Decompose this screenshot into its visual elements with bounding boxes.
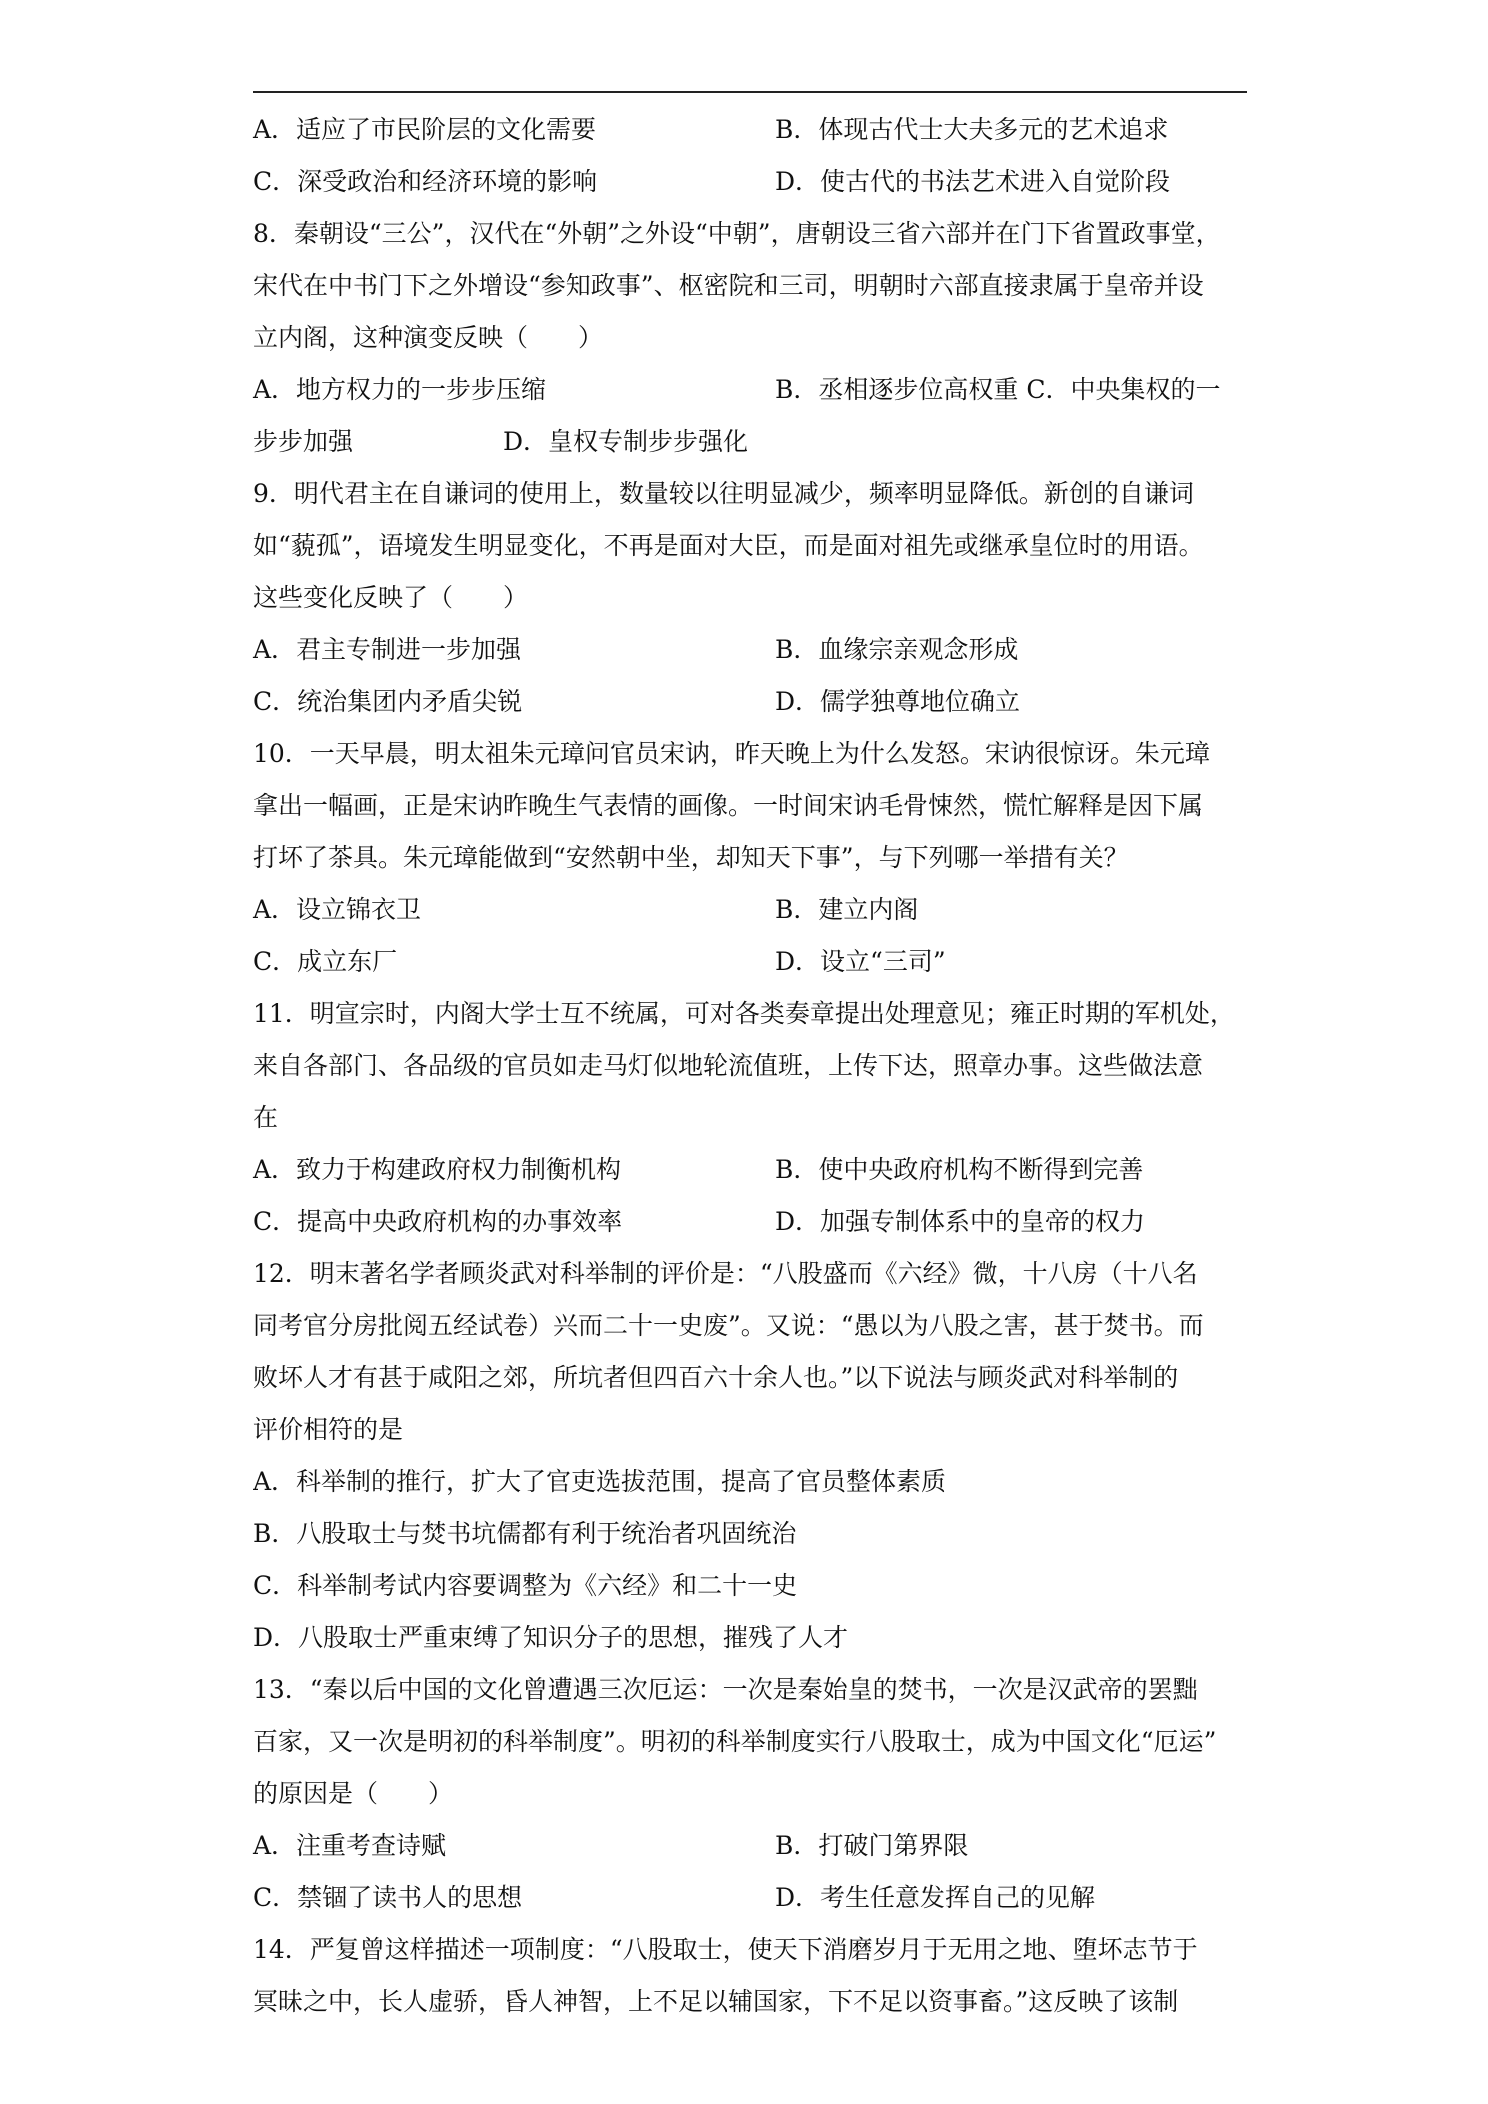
text-line: D．八股取士严重束缚了知识分子的思想，摧残了人才 <box>253 1623 849 1652</box>
text-line: C．科举制考试内容要调整为《六经》和二十一史 <box>253 1571 798 1600</box>
option-right: B．使中央政府机构不断得到完善 <box>775 1155 1144 1184</box>
option-left: A．君主专制进一步加强 <box>253 635 522 664</box>
option-row <box>253 676 1247 728</box>
text-line: 9．明代君主在自谦词的使用上，数量较以往明显减少，频率明显降低。新创的自谦词 <box>253 479 1194 508</box>
text-line: 百家，又一次是明初的科举制度”。明初的科举制度实行八股取士，成为中国文化“厄运” <box>253 1727 1217 1756</box>
text-line: 同考官分房批阅五经试卷）兴而二十一史废”。又说：“愚以为八股之害，甚于焚书。而 <box>253 1311 1204 1340</box>
option-left: C．成立东厂 <box>253 947 398 976</box>
option-right: B．丞相逐步位高权重 C．中央集权的一 <box>775 375 1221 404</box>
option-row <box>253 1196 1247 1248</box>
option-right: D．考生任意发挥自己的见解 <box>775 1883 1096 1912</box>
text-line: 立内阁，这种演变反映（ ） <box>253 323 604 352</box>
text-line: 这些变化反映了（ ） <box>253 583 529 612</box>
text-line: 在 <box>253 1103 279 1132</box>
option-row <box>253 936 1247 988</box>
text-line: 败坏人才有甚于咸阳之郊，所坑者但四百六十余人也。”以下说法与顾炎武对科举制的 <box>253 1363 1179 1392</box>
option-right: B．打破门第界限 <box>775 1831 969 1860</box>
option-row <box>253 364 1247 416</box>
option-left: C．深受政治和经济环境的影响 <box>253 167 598 196</box>
text-line: 冥昧之中，长人虚骄，昏人神智，上不足以辅国家，下不足以资事畜。”这反映了该制 <box>253 1987 1179 2016</box>
text-line: 拿出一幅画，正是宋讷昨晚生气表情的画像。一时间宋讷毛骨悚然，慌忙解释是因下属 <box>253 791 1204 820</box>
option-row <box>253 1144 1247 1196</box>
text-line: 的原因是（ ） <box>253 1779 454 1808</box>
text-line: A．科举制的推行，扩大了官吏选拔范围，提高了官员整体素质 <box>253 1467 947 1496</box>
option-left: A．致力于构建政府权力制衡机构 <box>253 1155 622 1184</box>
header-rule <box>253 91 1247 93</box>
option-right: B．血缘宗亲观念形成 <box>775 635 1019 664</box>
text-line: 14．严复曾这样描述一项制度：“八股取士，使天下消磨岁月于无用之地、堕坏志节于 <box>253 1935 1198 1964</box>
option-row <box>253 624 1247 676</box>
text-line: 评价相符的是 <box>253 1415 404 1444</box>
text-line: 12．明末著名学者顾炎武对科举制的评价是：“八股盛而《六经》微，十八房（十八名 <box>253 1259 1198 1288</box>
text-line: 如“藐孤”，语境发生明显变化，不再是面对大臣，而是面对祖先或继承皇位时的用语。 <box>253 531 1204 560</box>
text-line: B．八股取士与焚书坑儒都有利于统治者巩固统治 <box>253 1519 797 1548</box>
text-line: 10．一天早晨，明太祖朱元璋问官员宋讷，昨天晚上为什么发怒。宋讷很惊讶。朱元璋 <box>253 739 1210 768</box>
option-left: C．提高中央政府机构的办事效率 <box>253 1207 623 1236</box>
text-line: 13．“秦以后中国的文化曾遭遇三次厄运：一次是秦始皇的焚书，一次是汉武帝的罢黜 <box>253 1675 1198 1704</box>
text-line: 11．明宣宗时，内阁大学士互不统属，可对各类奏章提出处理意见；雍正时期的军机处， <box>253 999 1235 1028</box>
option-row <box>253 1820 1247 1872</box>
option-left: A．设立锦衣卫 <box>253 895 422 924</box>
text-line: 来自各部门、各品级的官员如走马灯似地轮流值班，上传下达，照章办事。这些做法意 <box>253 1051 1204 1080</box>
option-left: C．统治集团内矛盾尖锐 <box>253 687 523 716</box>
option-left: A．注重考查诗赋 <box>253 1831 447 1860</box>
option-row <box>253 884 1247 936</box>
question-content <box>253 104 1247 2028</box>
option-right: D．设立“三司” <box>775 947 946 976</box>
text-line: 步步加强 D．皇权专制步步强化 <box>253 427 749 456</box>
option-right: D．加强专制体系中的皇帝的权力 <box>775 1207 1146 1236</box>
text-line: 8．秦朝设“三公”，汉代在“外朝”之外设“中朝”，唐朝设三省六部并在门下省置政事堂， <box>253 219 1221 248</box>
text-line: 宋代在中书门下之外增设“参知政事”、枢密院和三司，明朝时六部直接隶属于皇帝并设 <box>253 271 1204 300</box>
option-left: C．禁锢了读书人的思想 <box>253 1883 523 1912</box>
option-row <box>253 1872 1247 1924</box>
option-left: A．适应了市民阶层的文化需要 <box>253 115 597 144</box>
option-right: B．体现古代士大夫多元的艺术追求 <box>775 115 1169 144</box>
text-line: 打坏了茶具。朱元璋能做到“安然朝中坐，却知天下事”，与下列哪一举措有关？ <box>253 843 1129 872</box>
option-left: A．地方权力的一步步压缩 <box>253 375 547 404</box>
option-row <box>253 156 1247 208</box>
option-row <box>253 104 1247 156</box>
option-right: D．儒学独尊地位确立 <box>775 687 1021 716</box>
option-right: B．建立内阁 <box>775 895 919 924</box>
option-right: D．使古代的书法艺术进入自觉阶段 <box>775 167 1171 196</box>
